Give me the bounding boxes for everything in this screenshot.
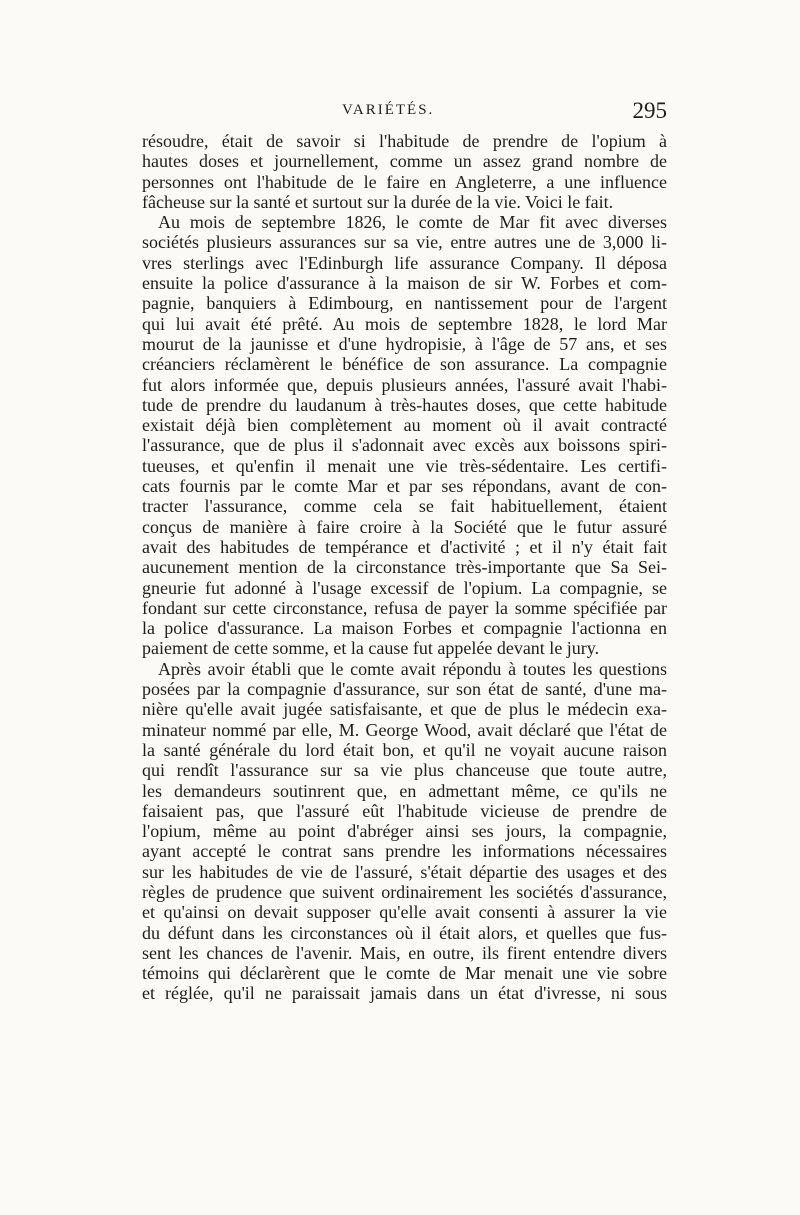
running-title: VARIÉTÉS. (342, 102, 435, 118)
text-line: du défunt dans les circonstances où il était alors, et quelles que fus- (142, 922, 667, 943)
text-line: tude de prendre du laudanum à très-hautes doses, que cette habitude (142, 394, 667, 415)
text-line: fondant sur cette circonstance, refusa de payer la somme spécifiée par (142, 597, 667, 618)
text-line: ayant accepté le contrat sans prendre les informations nécessaires (142, 841, 667, 862)
text-line: avait des habitudes de tempérance et d'activité ; et il n'y était fait (142, 536, 667, 557)
text-line: l'opium, même au point d'abréger ainsi ses jours, la compagnie, (142, 821, 667, 842)
text-line: sur les habitudes de vie de l'assuré, s'était départie des usages et des (142, 861, 667, 882)
paragraph-start-line: Au mois de septembre 1826, le comte de Mar fit avec diverses (158, 212, 667, 233)
text-line: faisaient pas, que l'assuré eût l'habitude vicieuse de prendre de (142, 800, 667, 821)
page-number: 295 (632, 98, 667, 123)
text-line: mourut de la jaunisse et d'une hydropisie, à l'âge de 57 ans, et ses (142, 333, 667, 354)
text-line: les demandeurs soutinrent que, en admettant même, ce qu'ils ne (142, 780, 667, 801)
text-line: et réglée, qu'il ne paraissait jamais dans un état d'ivresse, ni sous (142, 983, 667, 1004)
text-line: qui lui avait été prêté. Au mois de septembre 1828, le lord Mar (142, 313, 667, 334)
running-head (142, 98, 667, 128)
text-line: fut alors informée que, depuis plusieurs années, l'assuré avait l'habi- (142, 374, 667, 395)
text-line: et qu'ainsi on devait supposer qu'elle avait consenti à assurer la vie (142, 902, 667, 923)
text-line: témoins qui déclarèrent que le comte de Mar menait une vie sobre (142, 963, 667, 984)
text-line: pagnie, banquiers à Edimbourg, en nantissement pour de l'argent (142, 293, 667, 314)
text-line: vres sterlings avec l'Edinburgh life assurance Company. Il déposa (142, 252, 667, 273)
text-line: la police d'assurance. La maison Forbes et compagnie l'actionna en (142, 618, 667, 639)
text-line: posées par la compagnie d'assurance, sur son état de santé, d'une ma- (142, 679, 667, 700)
text-line: conçus de manière à faire croire à la Société que le futur assuré (142, 516, 667, 537)
text-line: hautes doses et journellement, comme un assez grand nombre de (142, 151, 667, 172)
text-line: paiement de cette somme, et la cause fut appelée devant le jury. (142, 638, 600, 659)
paragraph-start-line: Après avoir établi que le comte avait répondu à toutes les questions (158, 658, 667, 679)
body-text (142, 131, 667, 1004)
text-line: gneurie fut adonné à l'usage excessif de l'opium. La compagnie, se (142, 577, 667, 598)
text-line: personnes ont l'habitude de le faire en Angleterre, a une influence (142, 171, 667, 192)
text-line: sociétés plusieurs assurances sur sa vie, entre autres une de 3,000 li- (142, 232, 667, 253)
text-line: fâcheuse sur la santé et surtout sur la durée de la vie. Voici le fait. (142, 191, 614, 212)
text-line: qui rendît l'assurance sur sa vie plus chanceuse que toute autre, (142, 760, 667, 781)
text-line: règles de prudence que suivent ordinairement les sociétés d'assurance, (142, 881, 667, 902)
text-line: tracter l'assurance, comme cela se fait habituellement, étaient (142, 496, 667, 517)
text-line: sent les chances de l'avenir. Mais, en outre, ils firent entendre divers (142, 942, 667, 963)
text-line: existait déjà bien complètement au moment où il avait contracté (142, 415, 667, 436)
text-line: cats fournis par le comte Mar et par ses répondans, avant de con- (142, 476, 667, 497)
text-line: nière qu'elle avait jugée satisfaisante, et que de plus le médecin exa- (142, 699, 667, 720)
text-line: minateur nommé par elle, M. George Wood, avait déclaré que l'état de (142, 719, 667, 740)
text-line: tueuses, et qu'enfin il menait une vie très-sédentaire. Les certifi- (142, 455, 667, 476)
text-line: créanciers réclamèrent le bénéfice de son assurance. La compagnie (142, 354, 667, 375)
text-line: aucunement mention de la circonstance très-importante que Sa Sei- (142, 557, 667, 578)
text-line: ensuite la police d'assurance à la maison de sir W. Forbes et com- (142, 273, 667, 294)
text-line: la santé générale du lord était bon, et qu'il ne voyait aucune raison (142, 739, 667, 760)
text-line: l'assurance, que de plus il s'adonnait avec excès aux boissons spiri- (142, 435, 667, 456)
text-line: résoudre, était de savoir si l'habitude de prendre de l'opium à (142, 131, 667, 151)
